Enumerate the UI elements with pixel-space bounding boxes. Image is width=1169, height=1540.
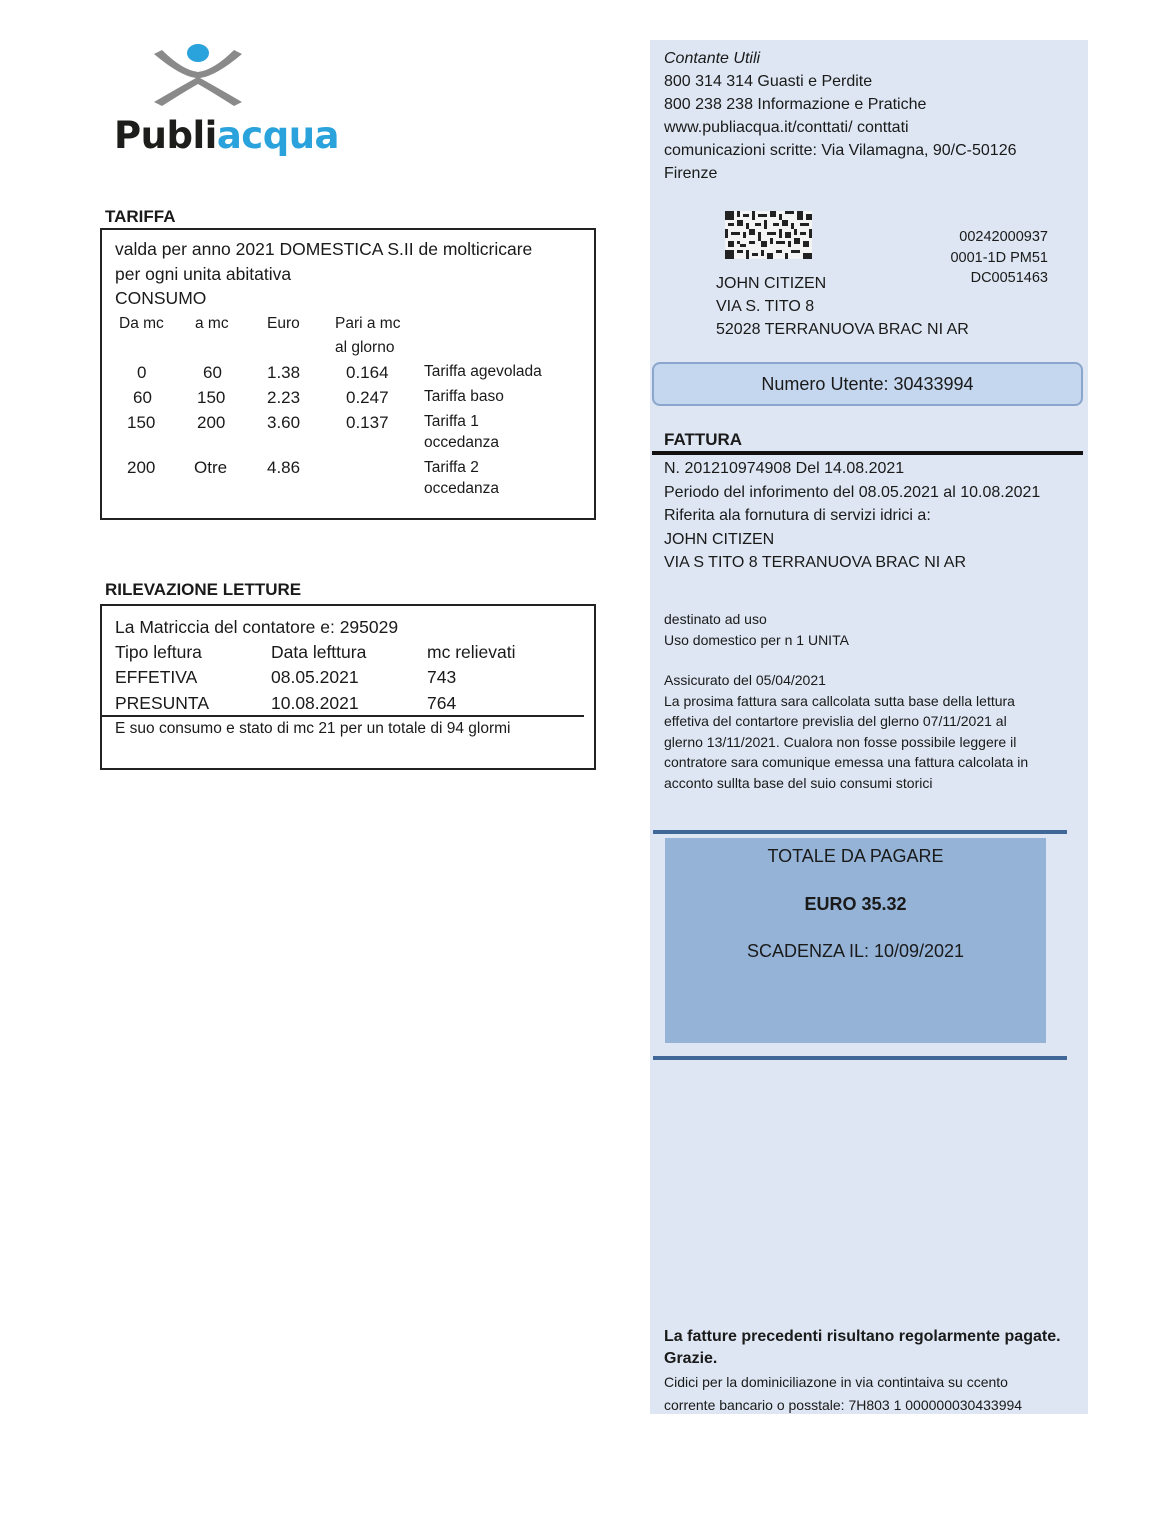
header-a-mc: a mc <box>195 315 229 332</box>
footer-codici: Cidici per la dominiciliazone in via contintaiva su ccento <box>664 1374 1008 1390</box>
tariffa-row-note2: occedanza <box>424 480 499 497</box>
assicurato-line: Assicurato del 05/04/2021 <box>664 672 826 688</box>
header-data: Data lefttura <box>271 642 367 662</box>
lettura-tipo: EFFETIVA <box>115 667 198 687</box>
contact-informazioni: 800 238 238 Informazione e Pratiche <box>664 96 927 113</box>
numero-utente: Numero Utente: 30433994 <box>652 362 1083 406</box>
payment-divider-top <box>653 830 1067 834</box>
uso-line: Uso domestico per n 1 UNITA <box>664 631 849 648</box>
tariffa-row-pari: 0.137 <box>346 413 389 432</box>
code-line: DC0051463 <box>970 270 1048 286</box>
tariffa-row-pari: 0.164 <box>346 363 389 382</box>
tariffa-row-a: 200 <box>197 413 226 432</box>
payment-divider-bottom <box>653 1056 1067 1060</box>
tariffa-row-euro: 1.38 <box>267 363 301 382</box>
tariffa-row-euro: 4.86 <box>267 458 301 477</box>
publiacqua-logo <box>110 40 340 170</box>
tariffa-row-a: 60 <box>203 363 222 382</box>
tariffa-row-note: Tariffa 1 <box>424 413 479 430</box>
fattura-indirizzo: VIA S TITO 8 TERRANUOVA BRAC NI AR <box>664 554 967 571</box>
recipient-street: VIA S. TITO 8 <box>716 298 815 315</box>
tariffa-box <box>100 228 596 520</box>
recipient-name: JOHN CITIZEN <box>716 275 827 292</box>
code-line: 00242000937 <box>959 229 1048 245</box>
fattura-riferita: Riferita ala fornutura di servizi idrici a: <box>664 507 931 524</box>
fattura-nome: JOHN CITIZEN <box>664 530 775 548</box>
consumo-label: CONSUMO <box>115 288 207 308</box>
footer-grazie: Grazie. <box>664 1350 718 1367</box>
lettura-mc: 743 <box>427 667 457 687</box>
footer-pagate: La fatture precedenti risultano regolarmente pagate. <box>664 1328 1061 1345</box>
barcode-icon <box>725 211 812 259</box>
lettura-data: 10.08.2021 <box>271 693 359 713</box>
recipient-address <box>716 272 969 341</box>
tariffa-row-note: Tariffa agevolada <box>424 363 542 380</box>
prossima-fattura-note <box>664 670 1074 793</box>
header-da-mc: Da mc <box>119 315 164 332</box>
brand-name-part1: Publi <box>114 114 217 157</box>
contacts-heading: Contante Utili <box>664 50 761 67</box>
tariffa-row-pari: 0.247 <box>346 388 389 407</box>
tariffa-row-note: Tariffa baso <box>424 388 504 405</box>
contact-city: Firenze <box>664 165 718 182</box>
note-line: contratore sara comunique emessa una fattura calcolata in <box>664 754 1029 770</box>
tariffa-row-a: 150 <box>197 388 226 407</box>
footer-note <box>664 1326 1074 1415</box>
fattura-divider <box>652 451 1083 455</box>
brand-name-part2: acqua <box>216 114 340 157</box>
matricola-text: La Matriccia del contatore e: 295029 <box>115 617 399 637</box>
letture-divider <box>102 715 584 717</box>
tariffa-desc-line2: per ogni unita abitativa <box>115 264 292 284</box>
tariffa-row-euro: 3.60 <box>267 413 301 432</box>
scadenza: SCADENZA IL: 10/09/2021 <box>746 941 965 961</box>
logo-mark-icon <box>150 40 250 110</box>
note-line: effetiva del contartore previslia del glerno 07/11/2021 al <box>664 713 1007 729</box>
lettura-tipo: PRESUNTA <box>115 693 209 713</box>
header-al-giorno: al glorno <box>335 339 395 356</box>
totale-label: TOTALE DA PAGARE <box>767 846 944 866</box>
contact-guasti: 800 314 314 Guasti e Perdite <box>664 73 873 90</box>
fattura-numero: N. 201210974908 Del 14.08.2021 <box>664 460 905 477</box>
uso-line: destinato ad uso <box>664 611 767 627</box>
header-mc: mc relievati <box>427 642 516 662</box>
note-line: glerno 13/11/2021. Cualora non fosse possibile leggere il <box>664 733 1017 750</box>
fattura-periodo: Periodo del inforimento del 08.05.2021 al 10.08.2021 <box>664 483 1041 501</box>
lettura-data: 08.05.2021 <box>271 667 359 687</box>
fattura-title: FATTURA <box>664 430 743 449</box>
tariffa-row-da: 0 <box>137 363 147 382</box>
tariffa-row-euro: 2.23 <box>267 388 301 407</box>
totale-importo: EURO 35.32 <box>804 894 907 914</box>
recipient-city: 52028 TERRANUOVA BRAC NI AR <box>716 321 969 338</box>
tariffa-row-note: Tariffa 2 <box>424 459 479 476</box>
fattura-info <box>664 457 1040 575</box>
header-euro: Euro <box>267 315 300 332</box>
tariffa-row-da: 200 <box>127 458 156 477</box>
tariffa-title: TARIFFA <box>105 207 176 226</box>
note-line: acconto sullta base del suio consumi storici <box>664 774 933 791</box>
note-line: La prosima fattura sara callcolata sutta base della lettura <box>664 692 1015 709</box>
tariffa-desc-line1: valda per anno 2021 DOMESTICA S.II de molticricare <box>115 239 533 259</box>
letture-title: RILEVAZIONE LETTURE <box>105 580 302 599</box>
header-pari: Pari a mc <box>335 315 401 332</box>
contacts <box>664 47 1017 185</box>
tariffa-row-a: Otre <box>194 458 228 477</box>
letture-box <box>100 604 596 770</box>
footer-conto: corrente bancario o posstale: 7H803 1 000000030433994 <box>664 1396 1023 1413</box>
consumo-text: E suo consumo e stato di mc 21 per un totale di 94 glormi <box>115 720 511 737</box>
tariffa-row-da: 60 <box>133 388 152 407</box>
contact-address: comunicazioni scritte: Via Vilamagna, 90/C-50126 <box>664 142 1017 159</box>
contact-website: www.publiacqua.it/conttati/ conttati <box>664 119 909 136</box>
lettura-mc: 764 <box>427 693 457 713</box>
tariffa-row-note2: occedanza <box>424 434 499 451</box>
uso-info <box>664 609 849 650</box>
header-tipo: Tipo leftura <box>115 642 202 662</box>
payment-box <box>665 838 1046 1043</box>
code-line: 0001-1D PM51 <box>950 249 1048 266</box>
tariffa-row-da: 150 <box>127 413 156 432</box>
